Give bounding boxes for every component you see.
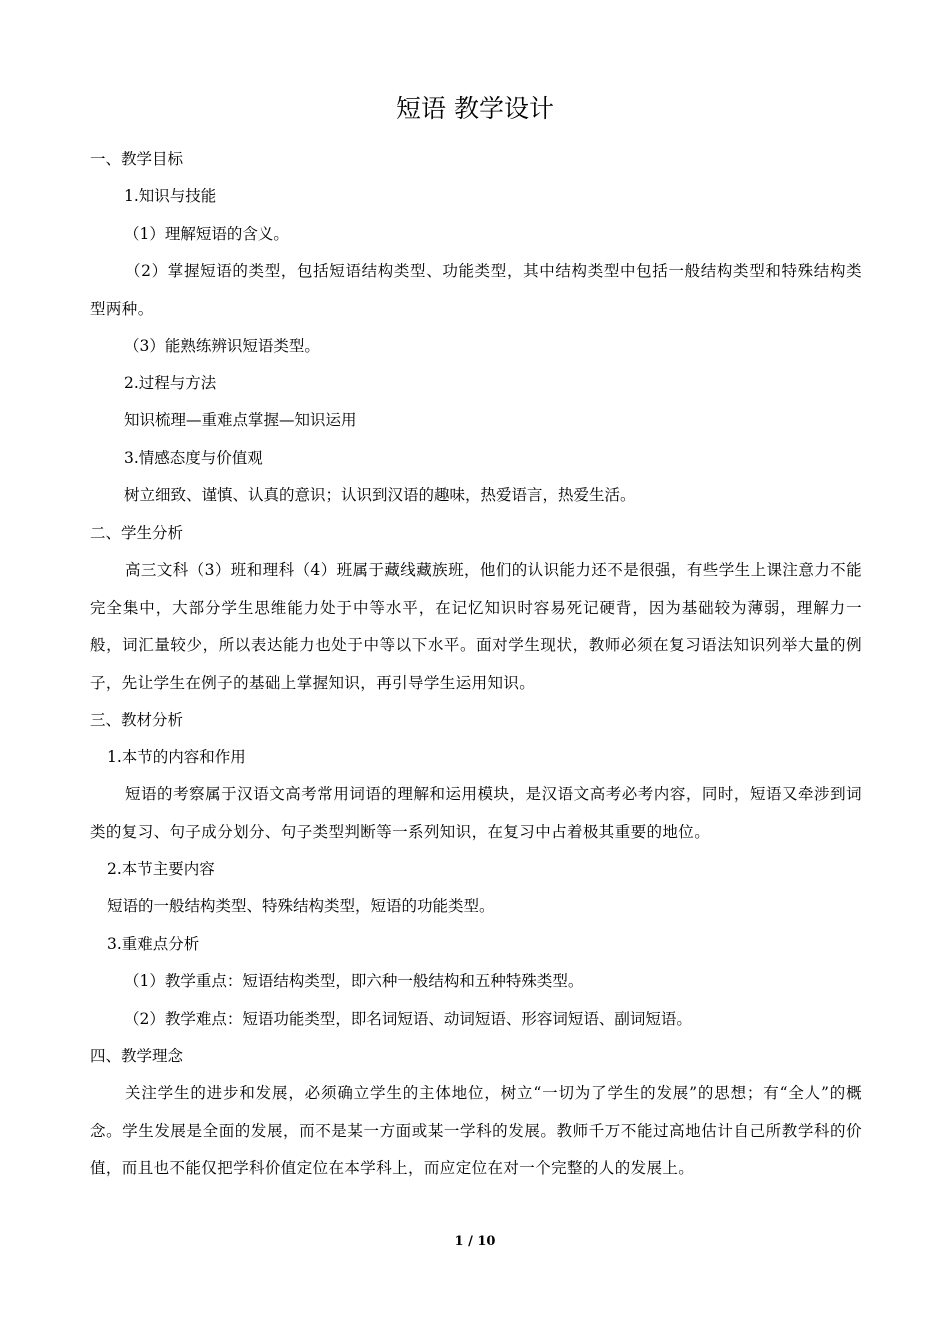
section-heading-material-analysis: 三、教材分析 xyxy=(90,711,184,729)
subheading-main-content: 2.本节主要内容 xyxy=(107,860,215,878)
document-title: 短语 教学设计 xyxy=(396,94,554,123)
page-number: 1 / 10 xyxy=(454,1234,496,1249)
student-analysis-paragraph: 高三文科（3）班和理科（4）班属于藏线藏族班，他们的认识能力还不是很强，有些学生上课注意力不能完全集中，大部分学生思维能力处于中等水平，在记忆知识时容易死记硬背，因为基础较为薄弱，理解力一般，词汇量较少，所以表达能力也处于中等以下水平。面对学生现状，教师必须在复习语法知识列举大量的例子，先让学生在例子的基础上掌握知识，再引导学生运用知识。 xyxy=(90,561,862,692)
section-heading-objectives: 一、教学目标 xyxy=(90,150,184,168)
main-content-text: 短语的一般结构类型、特殊结构类型，短语的功能类型。 xyxy=(107,897,495,915)
content-role-paragraph: 短语的考察属于汉语文高考常用词语的理解和运用模块，是汉语文高考必考内容，同时，短语又牵涉到词类的复习、句子成分划分、句子类型判断等一系列知识，在复习中占着极其重要的地位。 xyxy=(90,785,862,841)
key-point-text: （1）教学重点：短语结构类型，即六种一般结构和五种特殊类型。 xyxy=(124,972,584,990)
subheading-knowledge-skills: 1.知识与技能 xyxy=(124,187,217,205)
section-heading-student-analysis: 二、学生分析 xyxy=(90,524,184,542)
subheading-process-method: 2.过程与方法 xyxy=(124,374,217,392)
objective-item-1: （1）理解短语的含义。 xyxy=(124,225,289,243)
attitude-values-text: 树立细致、谨慎、认真的意识；认识到汉语的趣味，热爱语言，热爱生活。 xyxy=(124,486,636,504)
objective-item-3: （3）能熟练辨识短语类型。 xyxy=(124,337,320,355)
process-method-text: 知识梳理—重难点掌握—知识运用 xyxy=(124,411,357,429)
subheading-attitude-values: 3.情感态度与价值观 xyxy=(124,449,263,467)
section-heading-teaching-philosophy: 四、教学理念 xyxy=(90,1047,184,1065)
difficult-point-text: （2）教学难点：短语功能类型，即名词短语、动词短语、形容词短语、副词短语。 xyxy=(124,1010,692,1028)
teaching-philosophy-paragraph: 关注学生的进步和发展，必须确立学生的主体地位，树立“一切为了学生的发展”的思想；有“全人”的概念。学生发展是全面的发展，而不是某一方面或某一学科的发展。教师千万不能过高地估计自己所教学科的价值，而且也不能仅把学科价值定位在本学科上，而应定位在对一个完整的人的发展上。 xyxy=(90,1084,862,1177)
subheading-content-role: 1.本节的内容和作用 xyxy=(107,748,246,766)
objective-item-2: （2）掌握短语的类型，包括短语结构类型、功能类型，其中结构类型中包括一般结构类型和特殊结构类型两种。 xyxy=(90,262,862,318)
subheading-key-difficult: 3.重难点分析 xyxy=(107,935,200,953)
